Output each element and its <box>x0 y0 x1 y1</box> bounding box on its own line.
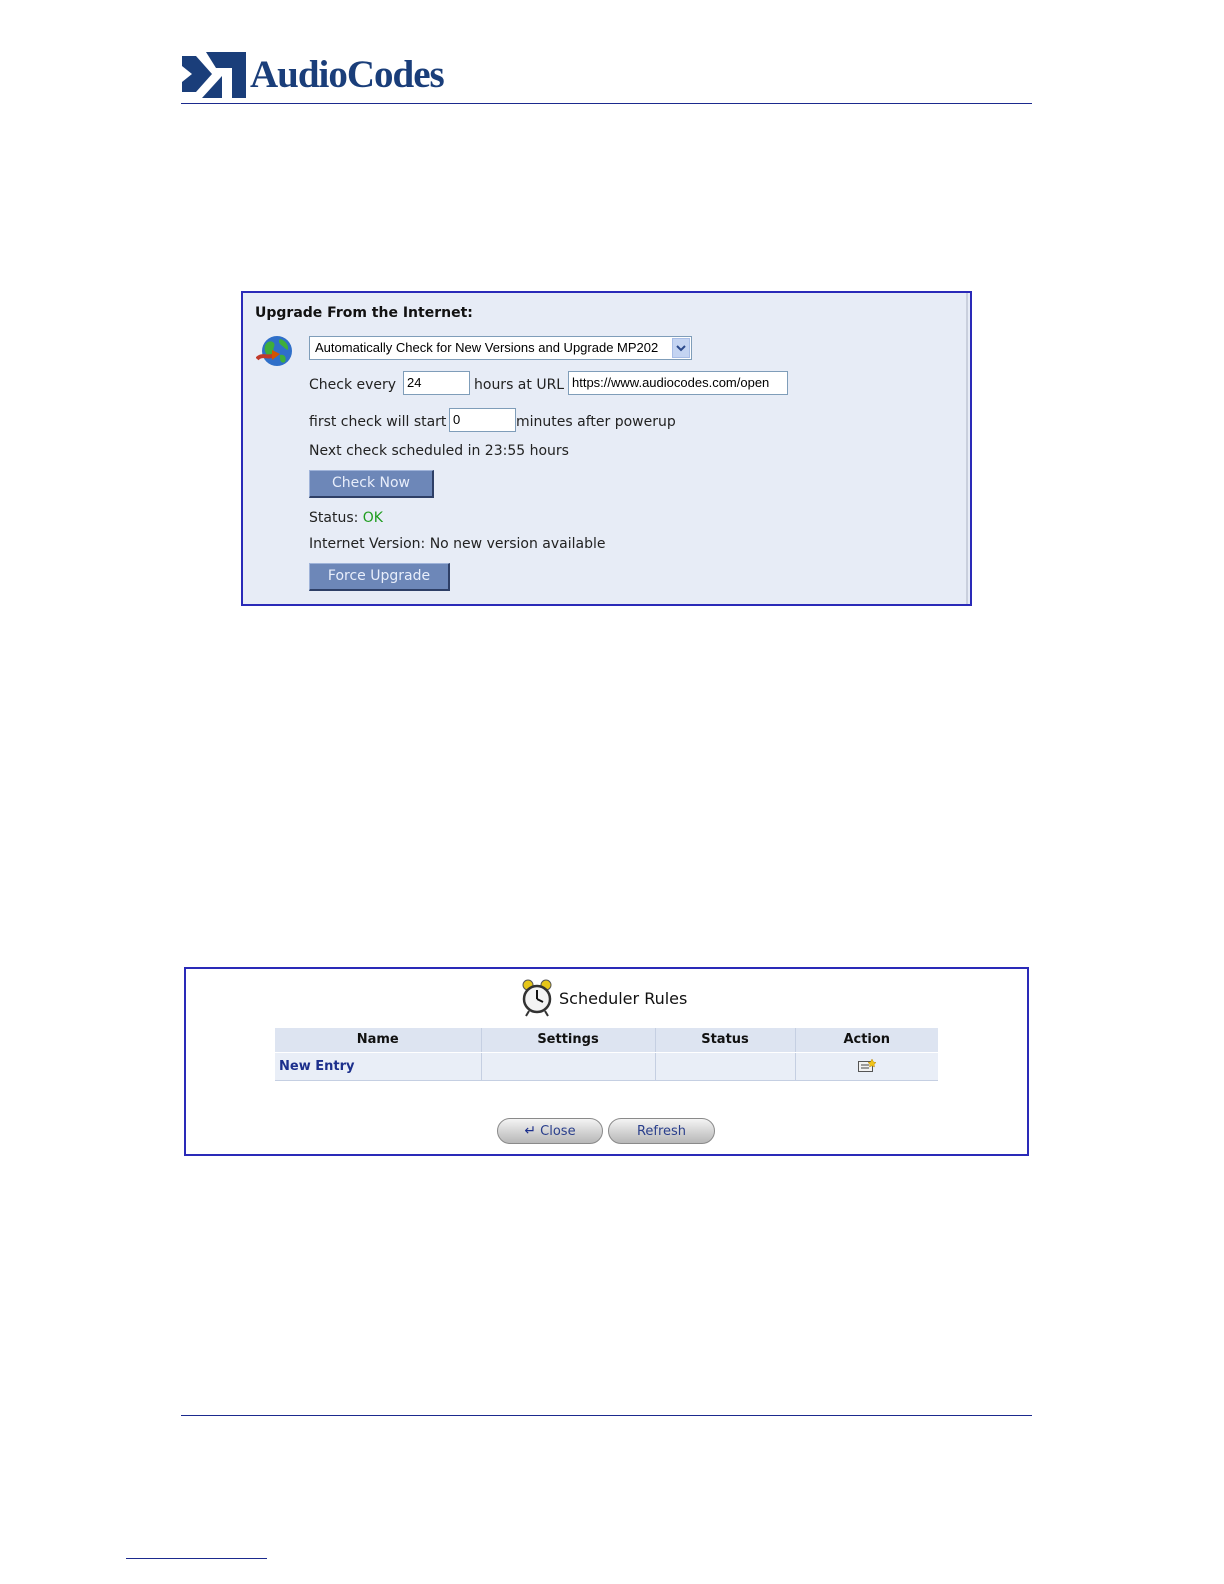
refresh-button-label: Refresh <box>636 1123 687 1139</box>
status-value: OK <box>362 510 383 526</box>
column-header-status: Status <box>655 1028 795 1052</box>
force-upgrade-button[interactable]: Force Upgrade <box>309 563 450 591</box>
check-now-button[interactable]: Check Now <box>309 470 434 498</box>
header-rule <box>181 103 1032 104</box>
internet-version-text: Internet Version: No new version available <box>309 536 606 552</box>
minutes-after-powerup-label: minutes after powerup <box>516 414 676 430</box>
first-check-input[interactable]: 0 <box>449 408 516 432</box>
refresh-button[interactable] <box>608 1118 715 1144</box>
status-line <box>309 510 383 526</box>
column-header-name: Name <box>275 1028 481 1052</box>
row-status-cell <box>655 1052 795 1080</box>
scheduler-title: Scheduler Rules <box>559 988 688 1008</box>
globe-icon <box>256 333 294 369</box>
scheduler-panel <box>184 967 1029 1156</box>
return-arrow-icon: ↵ <box>524 1123 537 1139</box>
hours-at-url-label: hours at URL <box>474 377 565 393</box>
new-entry-link[interactable]: New Entry <box>275 1052 481 1080</box>
footer-rule <box>181 1415 1032 1416</box>
panel-scroll-edge <box>966 293 968 604</box>
status-label: Status: <box>309 510 359 526</box>
alarm-clock-icon <box>521 979 553 1017</box>
column-header-action: Action <box>795 1028 938 1052</box>
upgrade-panel <box>241 291 972 606</box>
footnote-rule <box>126 1558 267 1559</box>
audiocodes-logo <box>182 52 444 98</box>
upgrade-mode-value: Automatically Check for New Versions and Upgrade MP202 <box>315 340 659 355</box>
brand-name: AudioCodes <box>250 53 444 96</box>
new-entry-icon[interactable] <box>858 1059 876 1073</box>
next-check-text: Next check scheduled in 23:55 hours <box>309 443 569 459</box>
close-button-label: Close <box>540 1123 576 1139</box>
first-check-label: first check will start <box>309 414 447 430</box>
upgrade-title: Upgrade From the Internet: <box>255 305 473 321</box>
upgrade-mode-select[interactable] <box>309 336 692 360</box>
table-row <box>275 1052 938 1080</box>
audiocodes-logo-mark-icon <box>182 52 246 98</box>
column-header-settings: Settings <box>481 1028 655 1052</box>
url-input[interactable]: https://www.audiocodes.com/open <box>568 371 788 395</box>
close-button[interactable] <box>497 1118 603 1144</box>
scheduler-table <box>275 1028 938 1081</box>
row-settings-cell <box>481 1052 655 1080</box>
check-interval-input[interactable]: 24 <box>403 371 470 395</box>
row-action-cell <box>795 1052 938 1080</box>
chevron-down-icon[interactable] <box>672 338 690 358</box>
check-every-label: Check every <box>309 377 397 393</box>
table-header-row <box>275 1028 938 1052</box>
scheduler-header <box>521 979 687 1017</box>
